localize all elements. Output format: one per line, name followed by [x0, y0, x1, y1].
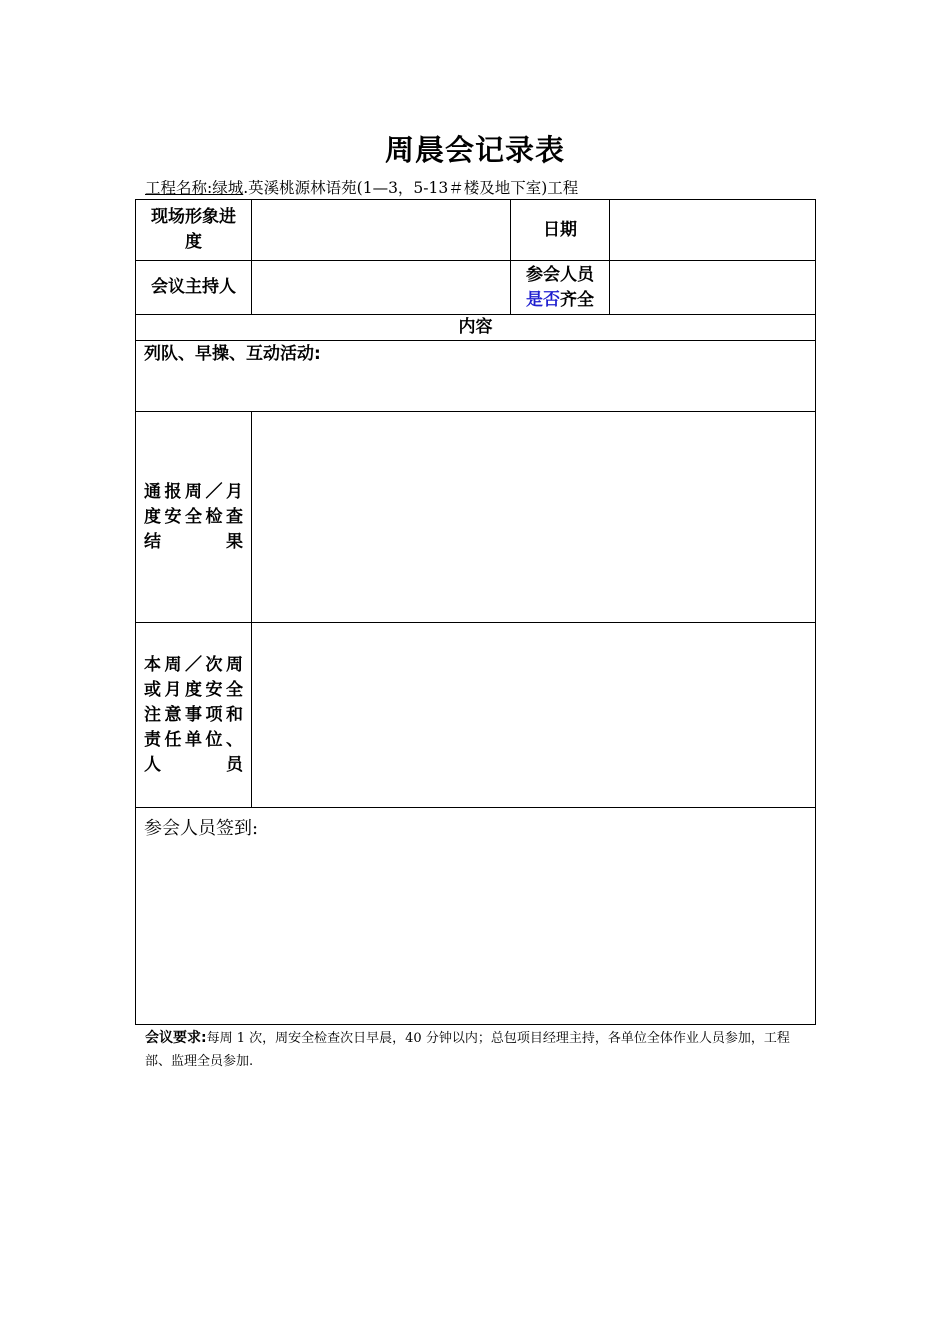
host-field[interactable]	[252, 261, 511, 315]
meeting-record-form	[135, 199, 816, 1025]
signin-cell[interactable]	[136, 808, 816, 1025]
site-progress-label: 现场形象进度	[151, 207, 236, 252]
notices-label-cell	[136, 623, 252, 808]
requirements-label: 会议要求:	[145, 1030, 207, 1046]
content-header: 内容	[458, 317, 493, 337]
weekly-report-field[interactable]	[252, 412, 816, 623]
host-label: 会议主持人	[151, 277, 236, 297]
lineup-label: 列队、早操、互动活动:	[144, 344, 321, 364]
attendees-field[interactable]	[610, 261, 816, 315]
weekly-report-label: 通报周／月度安全检查结果	[144, 481, 243, 552]
site-progress-label-cell	[136, 200, 252, 261]
project-label: 工程名称:绿城	[145, 179, 244, 197]
project-name: .英溪桃源林语苑(1—3，5-13＃楼及地下室)工程	[243, 179, 579, 197]
notices-label: 本周／次周或月度安全注意事项和责任单位、人员	[144, 654, 243, 775]
attendees-label-blue: 是否	[526, 289, 560, 310]
attendees-label-line1: 参会人员	[526, 264, 594, 285]
requirements-text: 每周 1 次，周安全检查次日早晨，40 分钟以内；总包项目经理主持，各单位全体作业人员参加，工程部、监理全员参加.	[145, 1031, 790, 1069]
attendees-label-rest: 齐全	[560, 289, 594, 310]
host-label-cell	[136, 261, 252, 315]
signin-label: 参会人员签到:	[144, 818, 259, 839]
notices-field[interactable]	[252, 623, 816, 808]
page-title: 周晨会记录表	[384, 133, 565, 167]
date-field[interactable]	[610, 200, 816, 261]
lineup-cell[interactable]	[136, 341, 816, 412]
project-name-line	[145, 176, 578, 198]
date-label-cell	[511, 200, 610, 261]
attendees-label-cell	[511, 261, 610, 315]
site-progress-field[interactable]	[252, 200, 511, 261]
content-header-cell	[136, 315, 816, 341]
date-label: 日期	[543, 219, 577, 240]
meeting-requirements	[145, 1027, 805, 1073]
weekly-report-label-cell	[136, 412, 252, 623]
